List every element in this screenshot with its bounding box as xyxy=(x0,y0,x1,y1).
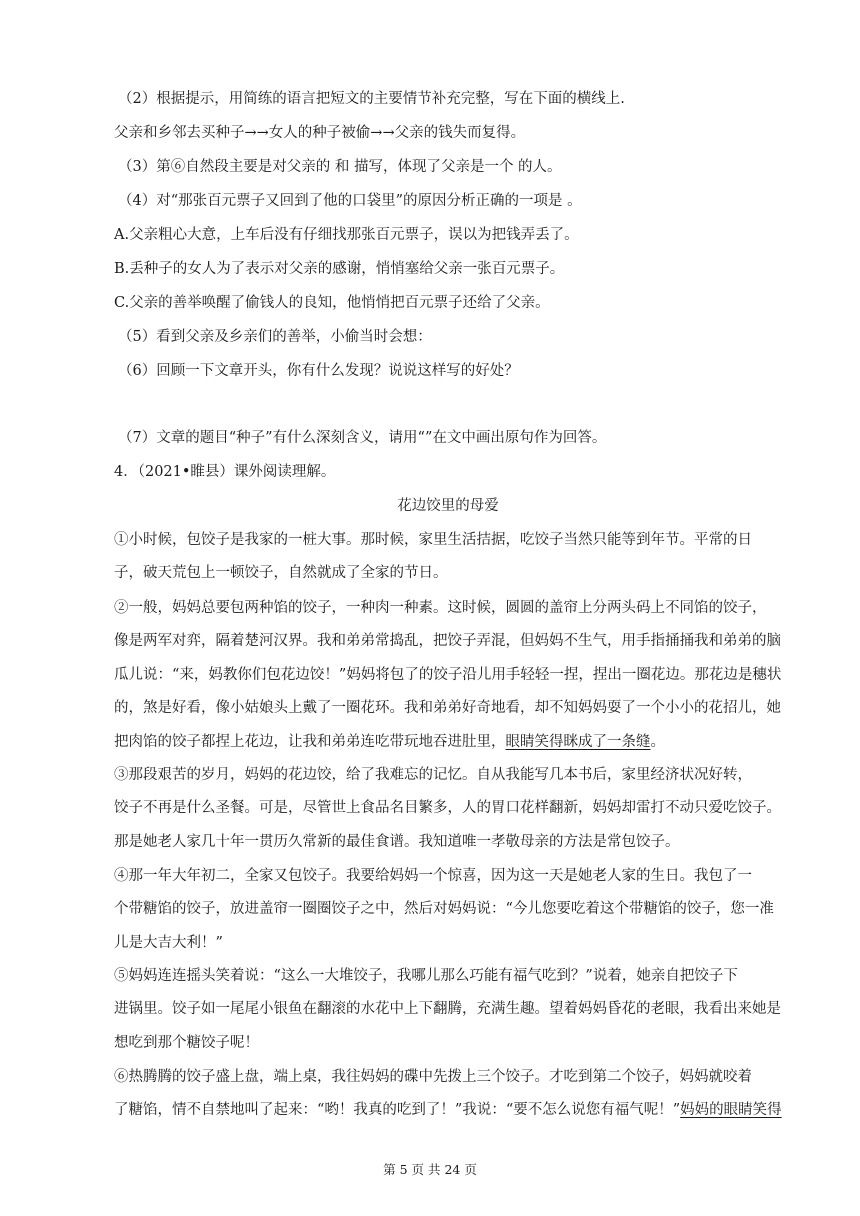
paragraph-line xyxy=(114,1100,782,1133)
question-7: （7）文章的题目“种子”有什么深刻含义，请用“”在文中画出原句作为回答。 xyxy=(118,430,607,446)
paragraph-line: 儿是大吉大利！” xyxy=(114,934,223,951)
passage-title: 花边饺里的母爱 xyxy=(397,498,499,514)
question-4-option-a: A.父亲粗心大意，上车后没有仔细找那张百元票子，误以为把钱弄丢了。 xyxy=(114,227,579,243)
question-4: （4）对“那张百元票子又回到了他的口袋里”的原因分析正确的一项是 。 xyxy=(118,193,582,209)
paragraph-4 xyxy=(114,866,782,966)
paragraph-3 xyxy=(114,765,782,865)
paragraph-1 xyxy=(114,530,782,597)
paragraph-line: 个带糖馅的饺子，放进盖帘一圈圈饺子之中，然后对妈妈说：“今儿您要吃着这个带糖馅的饺子，您一准 xyxy=(114,901,774,918)
paragraph-2 xyxy=(114,598,782,765)
paragraph-line: 进锅里。饺子如一尾尾小银鱼在翻滚的水花中上下翻腾，充满生趣。望着妈妈昏花的老眼，我看出来她是 xyxy=(114,1001,781,1018)
underlined-sentence: 眼睛笑得眯成了一条缝 xyxy=(505,733,651,750)
question-4-option-c: C.父亲的善举唤醒了偷钱人的良知，他悄悄把百元票子还给了父亲。 xyxy=(114,295,550,311)
paragraph-line: ②一般，妈妈总要包两种馅的饺子，一种肉一种素。这时候，圆圆的盖帘上分两头码上不同馅的饺子， xyxy=(114,600,767,616)
paragraph-line: ③那段艰苦的岁月，妈妈的花边饺，给了我难忘的记忆。自从我能写几本书后，家里经济状况好转， xyxy=(114,767,752,783)
question-4-option-b: B.丢种子的女人为了表示对父亲的感谢，悄悄塞给父亲一张百元票子。 xyxy=(114,261,565,277)
page-footer: 第 5 页 共 24 页 xyxy=(383,1162,477,1177)
paragraph-line xyxy=(114,732,782,765)
paragraph-line: ⑤妈妈连连摇头笑着说：“这么一大堆饺子，我哪儿那么巧能有福气吃到？”说着，她亲自把饺子下 xyxy=(114,968,738,984)
text-run: 把肉馅的饺子都捏上花边，让我和弟弟连吃带玩地吞进肚里， xyxy=(114,733,506,750)
underlined-sentence: 妈妈的眼睛笑得 xyxy=(680,1102,782,1119)
paragraph-line: 那是她老人家几十年一贯历久常新的最佳食谱。我知道唯一孝敬母亲的方法是常包饺子。 xyxy=(114,833,680,850)
paragraph-line: 想吃到那个糖饺子呢！ xyxy=(114,1034,259,1051)
section-4-heading: 4．（2021•睢县）课外阅读理解。 xyxy=(114,464,336,480)
paragraph-line: 子，破天荒包上一顿饺子，自然就成了全家的节日。 xyxy=(114,565,448,582)
paragraph-line: ④那一年大年初二，全家又包饺子。我要给妈妈一个惊喜，因为这一天是她老人家的生日。我包了一 xyxy=(114,868,752,884)
paragraph-line: 瓜儿说：“来，妈教你们包花边饺！”妈妈将包了的饺子沿儿用手轻轻一捏，捏出一圈花边。那花边是穗状 xyxy=(114,666,782,683)
question-2-plot: 父亲和乡邻去买种子→→女人的种子被偷→→父亲的钱失而复得。 xyxy=(114,125,526,141)
paragraph-6 xyxy=(114,1067,782,1134)
paragraph-line: ⑥热腾腾的饺子盛上盘，端上桌，我往妈妈的碟中先拨上三个饺子。才吃到第二个饺子，妈妈就咬着 xyxy=(114,1069,752,1085)
paragraph-line: 像是两军对弈，隔着楚河汉界。我和弟弟常捣乱，把饺子弄混，但妈妈不生气，用手指捅捅我和弟弟的脑 xyxy=(114,633,781,650)
question-2: （2）根据提示，用简练的语言把短文的主要情节补充完整，写在下面的横线上. xyxy=(118,91,625,107)
paragraph-line: 的，煞是好看，像小姑娘头上戴了一圈花环。我和弟弟好奇地看，却不知妈妈耍了一个小小的花招儿，她 xyxy=(114,700,781,717)
paragraph-5 xyxy=(114,966,782,1066)
text-run: 了糖馅，情不自禁地叫了起来：“哟！我真的吃到了！”我说：“要不怎么说您有福气呢！” xyxy=(114,1102,681,1119)
question-5: （5）看到父亲及乡亲们的善举，小偷当时会想： xyxy=(118,329,432,345)
question-6: （6）回顾一下文章开头，你有什么发现？说说这样写的好处？ xyxy=(118,363,519,379)
paragraph-line: 饺子不再是什么圣餐。可是，尽管世上食品名目繁多，人的胃口花样翻新，妈妈却雷打不动只爱吃饺子。 xyxy=(114,800,781,817)
paragraph-line: ①小时候，包饺子是我家的一桩大事。那时候，家里生活拮据，吃饺子当然只能等到年节。平常的日 xyxy=(114,532,752,548)
text-run: 。 xyxy=(650,733,665,750)
question-3: （3）第⑥自然段主要是对父亲的 和 描写，体现了父亲是一个 的人。 xyxy=(118,159,562,175)
